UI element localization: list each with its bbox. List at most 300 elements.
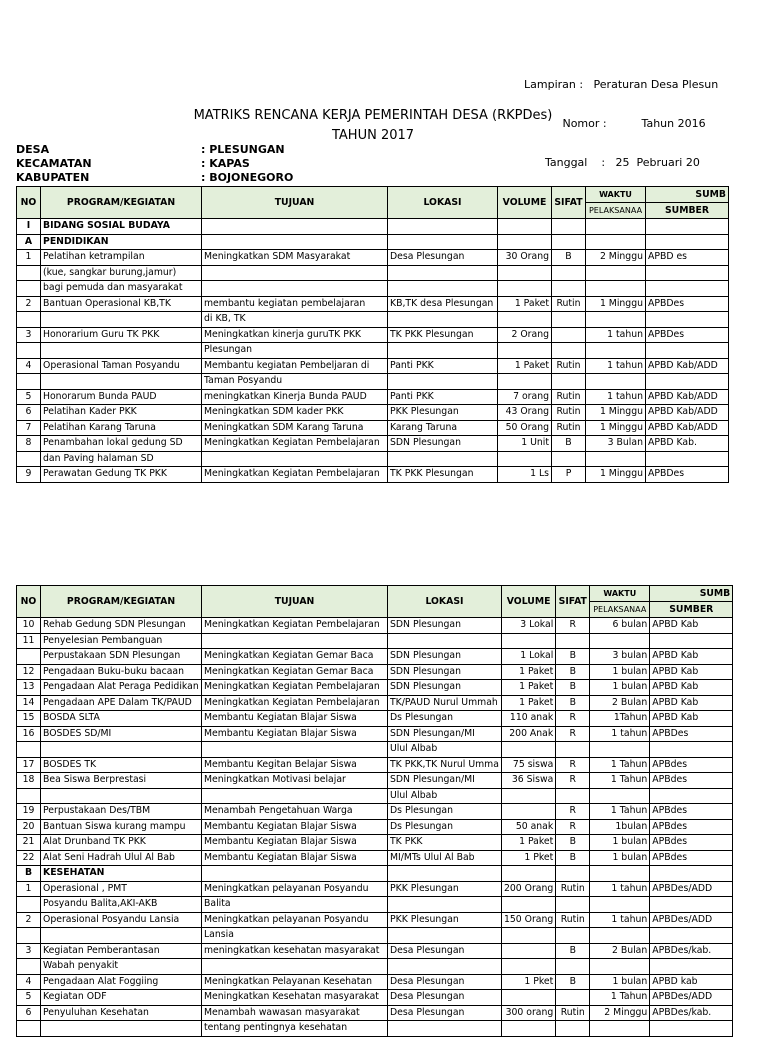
cell-program: Kegiatan ODF [41,990,202,1006]
cell-tujuan: Meningkatkan SDM Karang Taruna [202,420,388,436]
cell-lokasi [388,633,502,649]
cell-lokasi: PKK Plesungan [388,405,498,421]
cell-waktu: 2 Minggu [586,250,646,266]
cell-no: 3 [17,943,41,959]
meta-label: DESA [16,143,50,156]
cell-no: 2 [17,296,41,312]
cell-sifat: B [556,680,590,696]
cell-sumber: APBDes/ADD [650,990,733,1006]
cell-volume [498,234,552,250]
cell-volume: 300 orang [501,1005,555,1021]
cell-program: Pengadaan Alat Peraga Pedidikan [41,680,202,696]
cell-lokasi: SDN Plesungan [388,436,498,452]
cell-sumber: APBD Kab/ADD [646,358,729,374]
cell-sifat [552,265,586,281]
table-row [17,664,733,680]
table-body [17,187,729,483]
table-row [17,990,733,1006]
cell-no: 1 [17,881,41,897]
cell-tujuan: Membantu Kegiatan Blajar Siswa [202,850,388,866]
table-body [17,586,733,1037]
table-row [17,633,733,649]
cell-program: KESEHATAN [41,866,202,882]
cell-lokasi: SDN Plesungan [388,649,502,665]
cell-sumber: APBDes/ADD [650,912,733,928]
cell-no: 19 [17,804,41,820]
cell-lokasi: TK PKK [388,835,502,851]
cell-volume: 1 Pket [501,850,555,866]
cell-program: bagi pemuda dan masyarakat [41,281,202,297]
cell-program [41,928,202,944]
cell-lokasi: Ds Plesungan [388,711,502,727]
cell-sumber: APBD Kab [650,711,733,727]
cell-waktu: 1 tahun [586,327,646,343]
cell-sumber [646,451,729,467]
cell-lokasi [388,451,498,467]
table-row [17,281,729,297]
table-row [17,618,733,634]
cell-program: Pelatihan Kader PKK [41,405,202,421]
cell-sifat: Rutin [556,912,590,928]
cell-sumber: APBD Kab/ADD [646,420,729,436]
table-row [17,695,733,711]
cell-lokasi: TK PKK Plesungan [388,467,498,483]
cell-no [17,649,41,665]
cell-tujuan [202,265,388,281]
table-row [17,451,729,467]
cell-volume: 1 Paket [501,664,555,680]
cell-sifat: B [556,850,590,866]
cell-program: Kegiatan Pemberantasan [41,943,202,959]
cell-tujuan [202,281,388,297]
cell-volume [501,633,555,649]
col-header-volume: VOLUME [501,586,555,618]
cell-sumber [650,959,733,975]
cell-volume: 1 Paket [498,296,552,312]
header-row [17,586,733,602]
cell-program: Pengadaan APE Dalam TK/PAUD [41,695,202,711]
cell-no: 13 [17,680,41,696]
cell-sumber: APBDes/ADD [650,881,733,897]
cell-tujuan [202,866,388,882]
col-header-sumber: SUMBER [646,203,729,219]
col-header-sumber: SUMBER [650,602,733,618]
document-title: MATRIKS RENCANA KERJA PEMERINTAH DESA (RKPDes) [193,108,553,123]
cell-sifat: R [556,819,590,835]
cell-lokasi: SDN Plesungan [388,618,502,634]
cell-waktu: 2 Minggu [590,1005,650,1021]
section-row [17,234,729,250]
cell-sumber: APBDes [646,327,729,343]
cell-lokasi: Ulul Albab [388,742,502,758]
cell-tujuan: Membantu kegiatan Pembeljaran di [202,358,388,374]
cell-no [17,959,41,975]
cell-waktu [586,312,646,328]
col-header-no: NO [17,586,41,618]
cell-waktu: 3 Bulan [586,436,646,452]
table-row [17,804,733,820]
cell-sifat: R [556,773,590,789]
location-meta [16,143,294,185]
cell-tujuan [202,788,388,804]
cell-lokasi: Ds Plesungan [388,819,502,835]
table-row [17,436,729,452]
col-header-tujuan: TUJUAN [202,586,388,618]
cell-volume: 7 orang [498,389,552,405]
cell-tujuan: Meningkatkan Kegiatan Pembelajaran [202,467,388,483]
cell-program: Wabah penyakit [41,959,202,975]
cell-lokasi: SDN Plesungan/MI [388,726,502,742]
cell-tujuan [202,633,388,649]
cell-sumber: APBdes [650,804,733,820]
cell-lokasi: Desa Plesungan [388,943,502,959]
meta-kabupaten [16,171,294,185]
cell-sumber [650,633,733,649]
cell-program: Perawatan Gedung TK PKK [41,467,202,483]
cell-lokasi: Ds Plesungan [388,804,502,820]
cell-sifat: B [556,695,590,711]
cell-lokasi: Panti PKK [388,389,498,405]
cell-lokasi: Desa Plesungan [388,1005,502,1021]
cell-sumber: APBD Kab/ADD [646,405,729,421]
cell-program [41,312,202,328]
cell-no: 6 [17,405,41,421]
cell-waktu: 1 bulan [590,835,650,851]
cell-waktu: 1 Minggu [586,420,646,436]
cell-sifat: B [552,250,586,266]
cell-sumber: APBdes [650,819,733,835]
cell-lokasi: SDN Plesungan [388,664,502,680]
cell-sifat [556,633,590,649]
cell-no [17,742,41,758]
header-row [17,187,729,203]
cell-sifat [552,312,586,328]
cell-tujuan: Meningkatkan Kegiatan Pembelajaran [202,695,388,711]
cell-tujuan: di KB, TK [202,312,388,328]
cell-program: Rehab Gedung SDN Plesungan [41,618,202,634]
table-row [17,250,729,266]
cell-tujuan: Lansia [202,928,388,944]
cell-program: Operasional , PMT [41,881,202,897]
cell-sifat [552,281,586,297]
cell-sumber: APBDes [646,296,729,312]
cell-lokasi: Desa Plesungan [388,974,502,990]
cell-tujuan: Meningkatkan Kegiatan Gemar Baca [202,649,388,665]
cell-sumber: APBDes/kab. [650,943,733,959]
table-row [17,742,733,758]
table-row [17,773,733,789]
cell-volume [501,788,555,804]
cell-tujuan: Meningkatkan Kegiatan Pembelajaran [202,618,388,634]
meta-value: : BOJONEGORO [201,171,294,184]
section-row [17,866,733,882]
cell-no: 8 [17,436,41,452]
cell-volume [498,219,552,235]
cell-waktu [590,897,650,913]
col-header-waktu: WAKTU [586,187,646,203]
cell-sumber [650,866,733,882]
cell-volume: 43 Orang [498,405,552,421]
cell-volume [501,959,555,975]
cell-volume: 1 Ls [498,467,552,483]
cell-sumber [650,1021,733,1037]
col-header-sumb: SUMB [646,187,729,203]
cell-program: Penyelesian Pembanguan [41,633,202,649]
cell-program [41,742,202,758]
cell-no: B [17,866,41,882]
col-header-pelaksanaan: PELAKSANAA [586,203,646,219]
cell-volume: 36 Siswa [501,773,555,789]
table-row [17,1005,733,1021]
col-header-sifat: SIFAT [556,586,590,618]
cell-no: 3 [17,327,41,343]
cell-no: 4 [17,974,41,990]
cell-volume [501,897,555,913]
meta-value: : PLESUNGAN [201,143,285,156]
table-row [17,467,729,483]
cell-no [17,788,41,804]
cell-lokasi: TK PKK,TK Nurul Umma [388,757,502,773]
cell-no: 6 [17,1005,41,1021]
cell-sifat: R [556,711,590,727]
cell-volume: 1 Paket [501,695,555,711]
cell-program: (kue, sangkar burung,jamur) [41,265,202,281]
cell-waktu [586,281,646,297]
cell-lokasi: KB,TK desa Plesungan [388,296,498,312]
cell-no [17,928,41,944]
cell-sifat [556,990,590,1006]
cell-lokasi [388,265,498,281]
table-row [17,912,733,928]
cell-waktu [586,265,646,281]
cell-program: Pelatihan ketrampilan [41,250,202,266]
cell-tujuan: membantu kegiatan pembelajaran [202,296,388,312]
cell-waktu [590,788,650,804]
table-row [17,405,729,421]
cell-volume: 1 Pket [501,974,555,990]
cell-tujuan: meningkatkan kesehatan masyarakat [202,943,388,959]
cell-sumber [646,265,729,281]
document-year: TAHUN 2017 [331,128,415,143]
cell-waktu [590,866,650,882]
cell-tujuan [202,234,388,250]
cell-sifat: Rutin [556,881,590,897]
cell-waktu [590,959,650,975]
cell-sumber: APBDes [646,467,729,483]
table-row [17,881,733,897]
col-header-no: NO [17,187,41,219]
cell-sumber: APBD Kab. [646,436,729,452]
cell-volume: 1 Paket [501,835,555,851]
meta-desa [16,143,285,157]
cell-volume [501,804,555,820]
cell-waktu: 1 bulan [590,850,650,866]
cell-waktu: 1 bulan [590,680,650,696]
cell-program: Bea Siswa Berprestasi [41,773,202,789]
table-row [17,265,729,281]
cell-volume [501,990,555,1006]
cell-volume [501,742,555,758]
cell-tujuan: Membantu Kegiatan Blajar Siswa [202,711,388,727]
cell-no [17,374,41,390]
cell-tujuan: Meningkatkan Kegiatan Pembelajaran [202,436,388,452]
cell-tujuan: Meningkatkan pelayanan Posyandu [202,912,388,928]
cell-lokasi: SDN Plesungan/MI [388,773,502,789]
cell-waktu: 3 bulan [590,649,650,665]
cell-no: 20 [17,819,41,835]
cell-tujuan: Meningkatkan Kegiatan Pembelajaran [202,680,388,696]
table-row [17,757,733,773]
cell-program: Posyandu Balita,AKI-AKB [41,897,202,913]
cell-no: I [17,219,41,235]
cell-program: Penyuluhan Kesehatan [41,1005,202,1021]
rkpdes-table-2 [16,585,733,1037]
cell-waktu [586,234,646,250]
table-row [17,819,733,835]
cell-volume [501,866,555,882]
cell-volume [498,374,552,390]
cell-sumber [650,788,733,804]
cell-tujuan: Membantu Kegiatan Blajar Siswa [202,726,388,742]
cell-sifat [552,343,586,359]
cell-waktu [586,219,646,235]
table-row [17,296,729,312]
cell-tujuan: tentang pentingnya kesehatan [202,1021,388,1037]
cell-program: Honorarium Guru TK PKK [41,327,202,343]
cell-waktu: 1 Minggu [586,405,646,421]
cell-lokasi [388,959,502,975]
cell-no [17,451,41,467]
table-row [17,959,733,975]
cell-volume: 50 Orang [498,420,552,436]
meta-value: : KAPAS [201,157,250,170]
cell-no: 2 [17,912,41,928]
cell-program [41,374,202,390]
table-row [17,1021,733,1037]
cell-sumber: APBD Kab [650,618,733,634]
table-row [17,711,733,727]
rkpdes-table-1 [16,186,729,483]
cell-sumber [650,742,733,758]
cell-sumber: APBDes/kab. [650,1005,733,1021]
cell-no: 9 [17,467,41,483]
cell-sifat: B [552,436,586,452]
cell-lokasi: Karang Taruna [388,420,498,436]
cell-program: Operasional Taman Posyandu [41,358,202,374]
cell-tujuan: Meningkatkan SDM Masyarakat [202,250,388,266]
table-row [17,850,733,866]
cell-sifat [556,897,590,913]
cell-sifat: Rutin [552,358,586,374]
cell-no [17,897,41,913]
lampiran-block [524,52,768,195]
cell-tujuan [202,959,388,975]
cell-program: Alat Drunband TK PKK [41,835,202,851]
col-header-sifat: SIFAT [552,187,586,219]
cell-sifat: B [556,649,590,665]
cell-sifat: R [556,618,590,634]
cell-waktu: 2 Bulan [590,695,650,711]
table-row [17,726,733,742]
cell-tujuan: Meningkatkan Kesehatan masyarakat [202,990,388,1006]
cell-volume: 75 siswa [501,757,555,773]
cell-lokasi: Panti PKK [388,358,498,374]
cell-volume: 1 Paket [501,680,555,696]
cell-program: Perpustakaan SDN Plesungan [41,649,202,665]
col-header-program: PROGRAM/KEGIATAN [41,187,202,219]
cell-no [17,1021,41,1037]
cell-lokasi: Ulul Albab [388,788,502,804]
cell-lokasi [388,897,502,913]
cell-sifat [556,1021,590,1037]
cell-sifat: Rutin [552,389,586,405]
cell-program: BOSDA SLTA [41,711,202,727]
cell-program: dan Paving halaman SD [41,451,202,467]
cell-lokasi: Desa Plesungan [388,990,502,1006]
cell-no: 22 [17,850,41,866]
cell-sifat: Rutin [552,296,586,312]
cell-tujuan: Meningkatkan pelayanan Posyandu [202,881,388,897]
cell-no: 15 [17,711,41,727]
meta-label: KECAMATAN [16,157,92,170]
cell-sifat: Rutin [552,420,586,436]
cell-lokasi [388,374,498,390]
cell-no: 7 [17,420,41,436]
cell-sifat: B [556,835,590,851]
cell-volume [498,281,552,297]
section-row [17,219,729,235]
table-row [17,343,729,359]
cell-sifat [556,788,590,804]
cell-tujuan [202,742,388,758]
cell-tujuan: Membantu Kegiatan Blajar Siswa [202,835,388,851]
cell-program: Alat Seni Hadrah Ulul Al Bab [41,850,202,866]
cell-waktu: 1 Tahun [590,773,650,789]
cell-tujuan: Meningkatkan Kegiatan Gemar Baca [202,664,388,680]
cell-lokasi: TK PKK Plesungan [388,327,498,343]
cell-sumber: APBD Kab [650,664,733,680]
cell-volume: 200 Anak [501,726,555,742]
cell-no [17,312,41,328]
cell-sifat [556,959,590,975]
cell-program [41,788,202,804]
cell-volume [501,1021,555,1037]
cell-program: Perpustakaan Des/TBM [41,804,202,820]
table-row [17,327,729,343]
cell-tujuan: Menambah Pengetahuan Warga [202,804,388,820]
cell-waktu: 1 Minggu [586,296,646,312]
table-row [17,420,729,436]
table-row [17,312,729,328]
cell-sumber: APBDes [650,726,733,742]
cell-program [41,343,202,359]
table-row [17,358,729,374]
cell-tujuan: Membantu Kegiatan Blajar Siswa [202,819,388,835]
cell-lokasi: SDN Plesungan [388,680,502,696]
cell-sumber: APBD Kab [650,649,733,665]
cell-sifat: R [556,757,590,773]
cell-tujuan [202,451,388,467]
cell-sifat: R [556,726,590,742]
cell-sifat: B [556,974,590,990]
nomor-line: Nomor : Tahun 2016 [524,117,706,130]
cell-sifat [552,234,586,250]
cell-tujuan: Membantu Kegitan Belajar Siswa [202,757,388,773]
cell-tujuan: Meningkatkan SDM kader PKK [202,405,388,421]
cell-lokasi [388,866,502,882]
cell-tujuan: Meningkatkan Motivasi belajar [202,773,388,789]
cell-tujuan: Plesungan [202,343,388,359]
